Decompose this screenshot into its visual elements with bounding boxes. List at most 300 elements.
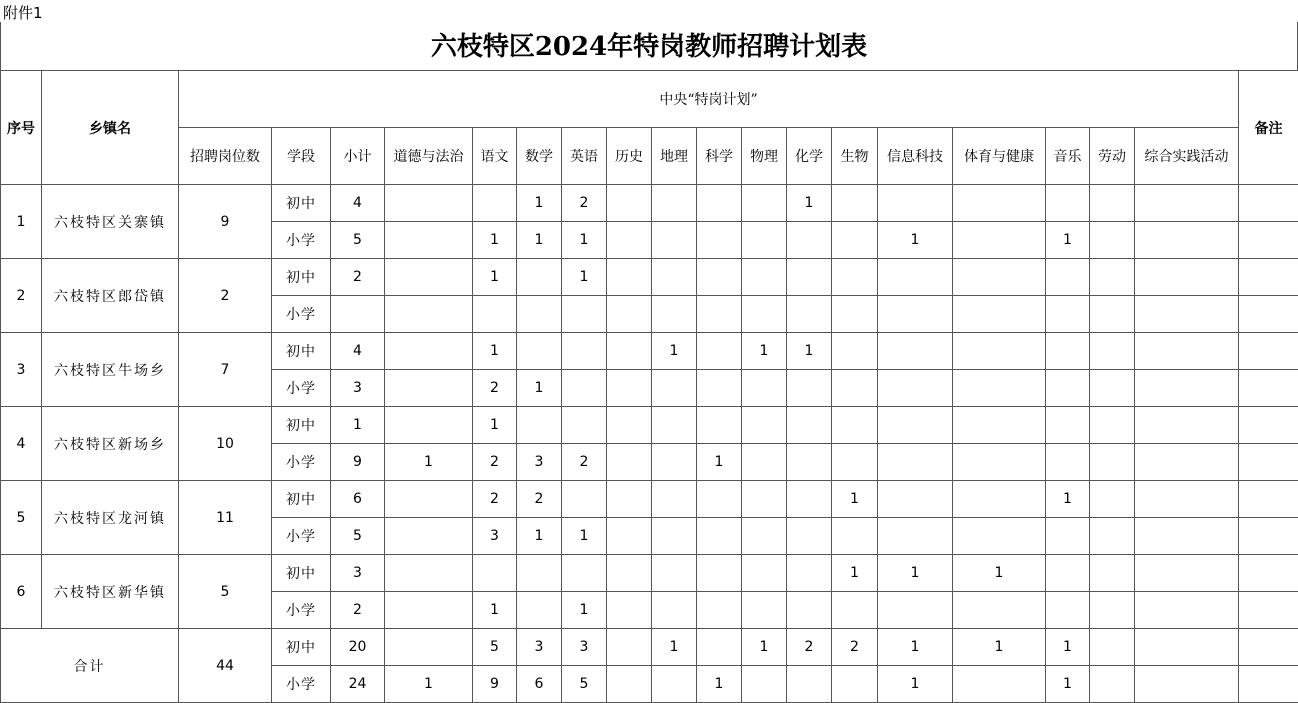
row-value-cell	[832, 259, 878, 296]
row-town: 六枝特区郎岱镇	[42, 259, 179, 333]
row-seq: 3	[1, 333, 42, 407]
row-value-cell: 1	[562, 222, 607, 259]
row-value-cell	[517, 333, 562, 370]
header-town: 乡镇名	[42, 71, 179, 185]
row-value-cell	[607, 222, 652, 259]
total-value-cell: 9	[473, 666, 517, 703]
row-value-cell	[607, 444, 652, 481]
row-value-cell	[953, 333, 1046, 370]
sub-header-cell: 综合实践活动	[1135, 128, 1239, 185]
row-value-cell	[385, 592, 473, 629]
row-value-cell: 1	[517, 185, 562, 222]
row-value-cell	[562, 370, 607, 407]
row-value-cell: 1	[742, 333, 787, 370]
row-value-cell	[832, 370, 878, 407]
row-value-cell	[331, 296, 385, 333]
row-value-cell	[652, 555, 697, 592]
total-stage: 初中	[272, 629, 331, 666]
sub-header-row	[1, 128, 1298, 185]
row-value-cell	[697, 370, 742, 407]
row-value-cell	[1046, 444, 1090, 481]
total-value-cell: 1	[742, 629, 787, 666]
row-value-cell	[562, 555, 607, 592]
sub-header-cell: 物理	[742, 128, 787, 185]
row-stage: 初中	[272, 481, 331, 518]
row-value-cell	[607, 333, 652, 370]
sub-header-cell: 语文	[473, 128, 517, 185]
row-value-cell	[787, 592, 832, 629]
row-value-cell	[787, 444, 832, 481]
sub-header-cell: 信息科技	[878, 128, 953, 185]
header-central-plan: 中央“特岗计划”	[179, 71, 1239, 128]
table-body	[1, 185, 1298, 703]
row-seq: 4	[1, 407, 42, 481]
sub-header-cell: 科学	[697, 128, 742, 185]
row-remarks	[1239, 444, 1298, 481]
sub-header-cell: 劳动	[1090, 128, 1135, 185]
total-value-cell: 20	[331, 629, 385, 666]
row-value-cell	[787, 407, 832, 444]
row-value-cell	[953, 481, 1046, 518]
total-value-cell: 2	[787, 629, 832, 666]
row-value-cell: 2	[562, 185, 607, 222]
row-value-cell	[385, 259, 473, 296]
row-posts: 10	[179, 407, 272, 481]
row-value-cell	[878, 259, 953, 296]
row-value-cell: 1	[878, 555, 953, 592]
row-value-cell	[697, 333, 742, 370]
row-value-cell	[652, 259, 697, 296]
row-value-cell	[1135, 222, 1239, 259]
row-value-cell	[878, 444, 953, 481]
row-value-cell: 2	[473, 444, 517, 481]
row-value-cell	[953, 444, 1046, 481]
row-town: 六枝特区龙河镇	[42, 481, 179, 555]
total-value-cell: 1	[878, 666, 953, 703]
total-row	[1, 629, 1298, 666]
row-value-cell	[1090, 407, 1135, 444]
row-value-cell: 1	[1046, 222, 1090, 259]
sub-header-cell: 历史	[607, 128, 652, 185]
row-value-cell	[742, 296, 787, 333]
row-value-cell: 1	[652, 333, 697, 370]
total-value-cell: 1	[953, 629, 1046, 666]
total-value-cell	[697, 629, 742, 666]
row-value-cell	[652, 407, 697, 444]
row-value-cell	[742, 518, 787, 555]
row-value-cell	[832, 444, 878, 481]
row-value-cell	[473, 296, 517, 333]
row-stage: 小学	[272, 296, 331, 333]
row-value-cell	[832, 296, 878, 333]
row-stage: 初中	[272, 185, 331, 222]
row-value-cell	[607, 592, 652, 629]
total-value-cell: 1	[652, 629, 697, 666]
row-value-cell	[652, 444, 697, 481]
row-stage: 初中	[272, 333, 331, 370]
row-value-cell: 2	[473, 481, 517, 518]
row-value-cell	[787, 370, 832, 407]
row-stage: 小学	[272, 518, 331, 555]
attachment-label: 附件1	[3, 4, 43, 22]
row-value-cell	[1046, 370, 1090, 407]
row-remarks	[1239, 333, 1298, 370]
row-value-cell	[832, 407, 878, 444]
total-label: 合计	[1, 629, 179, 703]
total-value-cell	[787, 666, 832, 703]
row-town: 六枝特区关寨镇	[42, 185, 179, 259]
table-row	[1, 555, 1298, 592]
total-value-cell: 1	[1046, 629, 1090, 666]
row-value-cell: 1	[787, 185, 832, 222]
row-value-cell	[742, 592, 787, 629]
total-posts: 44	[179, 629, 272, 703]
sub-header-cell: 生物	[832, 128, 878, 185]
row-stage: 小学	[272, 370, 331, 407]
row-value-cell: 1	[473, 592, 517, 629]
row-value-cell: 1	[953, 555, 1046, 592]
total-value-cell: 1	[385, 666, 473, 703]
row-value-cell	[1046, 185, 1090, 222]
row-value-cell	[832, 518, 878, 555]
row-value-cell	[1135, 407, 1239, 444]
row-remarks	[1239, 481, 1298, 518]
row-value-cell	[742, 370, 787, 407]
row-value-cell: 1	[562, 259, 607, 296]
row-value-cell	[742, 259, 787, 296]
row-value-cell: 1	[473, 407, 517, 444]
row-value-cell	[1090, 481, 1135, 518]
row-value-cell	[652, 222, 697, 259]
total-value-cell	[742, 666, 787, 703]
page-title: 六枝特区2024年特岗教师招聘计划表	[430, 32, 868, 62]
row-value-cell	[385, 222, 473, 259]
row-value-cell	[607, 481, 652, 518]
row-value-cell	[697, 185, 742, 222]
row-value-cell: 2	[473, 370, 517, 407]
row-value-cell	[1135, 296, 1239, 333]
row-value-cell	[607, 296, 652, 333]
row-stage: 初中	[272, 555, 331, 592]
table-row	[1, 481, 1298, 518]
row-value-cell	[787, 259, 832, 296]
row-value-cell	[832, 222, 878, 259]
row-value-cell	[787, 481, 832, 518]
row-value-cell	[697, 222, 742, 259]
row-value-cell	[385, 185, 473, 222]
row-value-cell	[697, 518, 742, 555]
row-value-cell	[832, 592, 878, 629]
row-value-cell	[878, 370, 953, 407]
row-value-cell: 4	[331, 185, 385, 222]
row-value-cell	[878, 407, 953, 444]
row-value-cell: 5	[331, 222, 385, 259]
row-town: 六枝特区牛场乡	[42, 333, 179, 407]
row-remarks	[1239, 296, 1298, 333]
row-value-cell	[787, 518, 832, 555]
row-value-cell	[1046, 518, 1090, 555]
table-row	[1, 259, 1298, 296]
row-remarks	[1239, 555, 1298, 592]
total-value-cell	[953, 666, 1046, 703]
row-value-cell	[473, 185, 517, 222]
row-value-cell	[953, 185, 1046, 222]
row-value-cell: 3	[331, 370, 385, 407]
total-remarks	[1239, 629, 1298, 666]
row-value-cell: 3	[517, 444, 562, 481]
header-remarks: 备注	[1239, 71, 1298, 185]
row-value-cell	[517, 259, 562, 296]
row-value-cell	[1135, 481, 1239, 518]
row-value-cell	[607, 185, 652, 222]
row-town: 六枝特区新场乡	[42, 407, 179, 481]
row-value-cell	[1090, 518, 1135, 555]
row-value-cell	[878, 185, 953, 222]
sub-header-cell: 地理	[652, 128, 697, 185]
total-value-cell: 24	[331, 666, 385, 703]
row-value-cell: 1	[517, 222, 562, 259]
row-value-cell	[1046, 333, 1090, 370]
row-value-cell	[1135, 518, 1239, 555]
row-remarks	[1239, 222, 1298, 259]
row-value-cell	[1090, 444, 1135, 481]
row-value-cell	[742, 222, 787, 259]
row-value-cell	[652, 518, 697, 555]
table-row	[1, 407, 1298, 444]
row-stage: 小学	[272, 444, 331, 481]
row-value-cell	[562, 481, 607, 518]
row-value-cell	[1090, 296, 1135, 333]
row-value-cell	[1135, 259, 1239, 296]
row-value-cell	[385, 555, 473, 592]
row-value-cell	[385, 296, 473, 333]
row-value-cell	[652, 481, 697, 518]
row-value-cell	[1090, 592, 1135, 629]
row-value-cell: 5	[331, 518, 385, 555]
row-value-cell	[878, 481, 953, 518]
row-value-cell	[607, 555, 652, 592]
total-value-cell	[607, 666, 652, 703]
row-value-cell	[1090, 555, 1135, 592]
row-value-cell	[385, 333, 473, 370]
row-value-cell	[1135, 444, 1239, 481]
row-value-cell	[697, 407, 742, 444]
row-value-cell	[787, 555, 832, 592]
row-value-cell: 1	[385, 444, 473, 481]
recruitment-plan-table	[0, 70, 1298, 703]
row-value-cell	[878, 592, 953, 629]
row-value-cell	[697, 555, 742, 592]
row-remarks	[1239, 592, 1298, 629]
row-posts: 5	[179, 555, 272, 629]
row-value-cell: 1	[473, 259, 517, 296]
row-value-cell: 2	[331, 259, 385, 296]
row-value-cell: 2	[562, 444, 607, 481]
row-value-cell	[832, 333, 878, 370]
row-seq: 6	[1, 555, 42, 629]
row-value-cell	[1135, 185, 1239, 222]
row-value-cell: 2	[517, 481, 562, 518]
total-value-cell	[607, 629, 652, 666]
row-posts: 11	[179, 481, 272, 555]
row-value-cell: 1	[1046, 481, 1090, 518]
row-value-cell	[607, 370, 652, 407]
row-value-cell	[517, 555, 562, 592]
row-value-cell	[953, 222, 1046, 259]
row-value-cell	[385, 370, 473, 407]
row-remarks	[1239, 407, 1298, 444]
total-value-cell: 1	[1046, 666, 1090, 703]
row-value-cell	[1046, 555, 1090, 592]
row-posts: 9	[179, 185, 272, 259]
row-value-cell	[1090, 333, 1135, 370]
row-value-cell: 1	[562, 592, 607, 629]
row-value-cell	[953, 592, 1046, 629]
row-value-cell: 4	[331, 333, 385, 370]
row-value-cell	[1046, 407, 1090, 444]
row-value-cell	[652, 185, 697, 222]
row-value-cell	[1090, 222, 1135, 259]
row-town: 六枝特区新华镇	[42, 555, 179, 629]
row-value-cell	[652, 370, 697, 407]
row-stage: 小学	[272, 592, 331, 629]
row-value-cell	[385, 481, 473, 518]
row-value-cell	[1135, 370, 1239, 407]
total-stage: 小学	[272, 666, 331, 703]
row-posts: 7	[179, 333, 272, 407]
sub-header-cell: 数学	[517, 128, 562, 185]
total-value-cell	[832, 666, 878, 703]
row-value-cell	[1090, 185, 1135, 222]
row-value-cell	[1046, 592, 1090, 629]
row-value-cell	[607, 518, 652, 555]
total-value-cell: 1	[878, 629, 953, 666]
row-value-cell	[562, 296, 607, 333]
row-value-cell	[953, 407, 1046, 444]
row-value-cell	[697, 259, 742, 296]
row-value-cell	[652, 296, 697, 333]
row-value-cell	[742, 407, 787, 444]
total-value-cell	[652, 666, 697, 703]
row-remarks	[1239, 185, 1298, 222]
row-value-cell	[953, 518, 1046, 555]
sub-header-cell: 学段	[272, 128, 331, 185]
row-value-cell: 1	[517, 370, 562, 407]
row-value-cell	[953, 296, 1046, 333]
header-seq: 序号	[1, 71, 42, 185]
row-value-cell: 1	[878, 222, 953, 259]
total-value-cell	[1135, 629, 1239, 666]
row-value-cell	[697, 296, 742, 333]
row-value-cell: 1	[832, 555, 878, 592]
sub-header-cell: 小计	[331, 128, 385, 185]
sub-header-cell: 英语	[562, 128, 607, 185]
row-value-cell	[1046, 259, 1090, 296]
total-value-cell	[1135, 666, 1239, 703]
row-stage: 初中	[272, 407, 331, 444]
row-value-cell	[742, 185, 787, 222]
row-value-cell	[517, 592, 562, 629]
row-value-cell: 1	[473, 222, 517, 259]
sub-header-cell: 道德与法治	[385, 128, 473, 185]
row-value-cell	[517, 296, 562, 333]
row-value-cell: 9	[331, 444, 385, 481]
row-value-cell	[1135, 592, 1239, 629]
row-value-cell	[787, 296, 832, 333]
row-value-cell	[953, 370, 1046, 407]
row-remarks	[1239, 370, 1298, 407]
row-value-cell: 6	[331, 481, 385, 518]
row-value-cell	[1135, 333, 1239, 370]
row-stage: 初中	[272, 259, 331, 296]
row-value-cell: 1	[517, 518, 562, 555]
row-stage: 小学	[272, 222, 331, 259]
row-value-cell	[878, 333, 953, 370]
row-value-cell	[562, 333, 607, 370]
row-seq: 2	[1, 259, 42, 333]
sub-header-cell: 体育与健康	[953, 128, 1046, 185]
row-value-cell	[878, 296, 953, 333]
row-value-cell	[787, 222, 832, 259]
row-value-cell: 3	[473, 518, 517, 555]
row-seq: 1	[1, 185, 42, 259]
row-value-cell	[1090, 259, 1135, 296]
table-row	[1, 333, 1298, 370]
row-value-cell	[562, 407, 607, 444]
row-value-cell	[385, 518, 473, 555]
total-value-cell: 5	[562, 666, 607, 703]
row-remarks	[1239, 518, 1298, 555]
row-value-cell	[953, 259, 1046, 296]
row-value-cell: 1	[473, 333, 517, 370]
row-value-cell: 1	[331, 407, 385, 444]
total-value-cell: 1	[697, 666, 742, 703]
total-value-cell: 3	[562, 629, 607, 666]
row-value-cell	[652, 592, 697, 629]
row-value-cell	[742, 444, 787, 481]
sub-header-cell: 招聘岗位数	[179, 128, 272, 185]
row-value-cell	[385, 407, 473, 444]
total-remarks	[1239, 666, 1298, 703]
row-value-cell	[607, 407, 652, 444]
sub-header-cell: 化学	[787, 128, 832, 185]
table-row	[1, 185, 1298, 222]
sub-header-cell: 音乐	[1046, 128, 1090, 185]
row-value-cell	[832, 185, 878, 222]
row-value-cell	[1090, 370, 1135, 407]
row-value-cell: 3	[331, 555, 385, 592]
total-value-cell	[1090, 666, 1135, 703]
row-seq: 5	[1, 481, 42, 555]
row-value-cell	[607, 259, 652, 296]
total-value-cell	[385, 629, 473, 666]
row-value-cell: 1	[562, 518, 607, 555]
row-value-cell	[473, 555, 517, 592]
row-value-cell: 1	[697, 444, 742, 481]
row-value-cell: 1	[787, 333, 832, 370]
row-value-cell: 2	[331, 592, 385, 629]
total-value-cell: 5	[473, 629, 517, 666]
row-value-cell	[697, 592, 742, 629]
row-value-cell: 1	[832, 481, 878, 518]
row-value-cell	[517, 407, 562, 444]
row-value-cell	[1046, 296, 1090, 333]
row-value-cell	[1135, 555, 1239, 592]
row-value-cell	[742, 555, 787, 592]
total-value-cell: 2	[832, 629, 878, 666]
row-remarks	[1239, 259, 1298, 296]
row-posts: 2	[179, 259, 272, 333]
